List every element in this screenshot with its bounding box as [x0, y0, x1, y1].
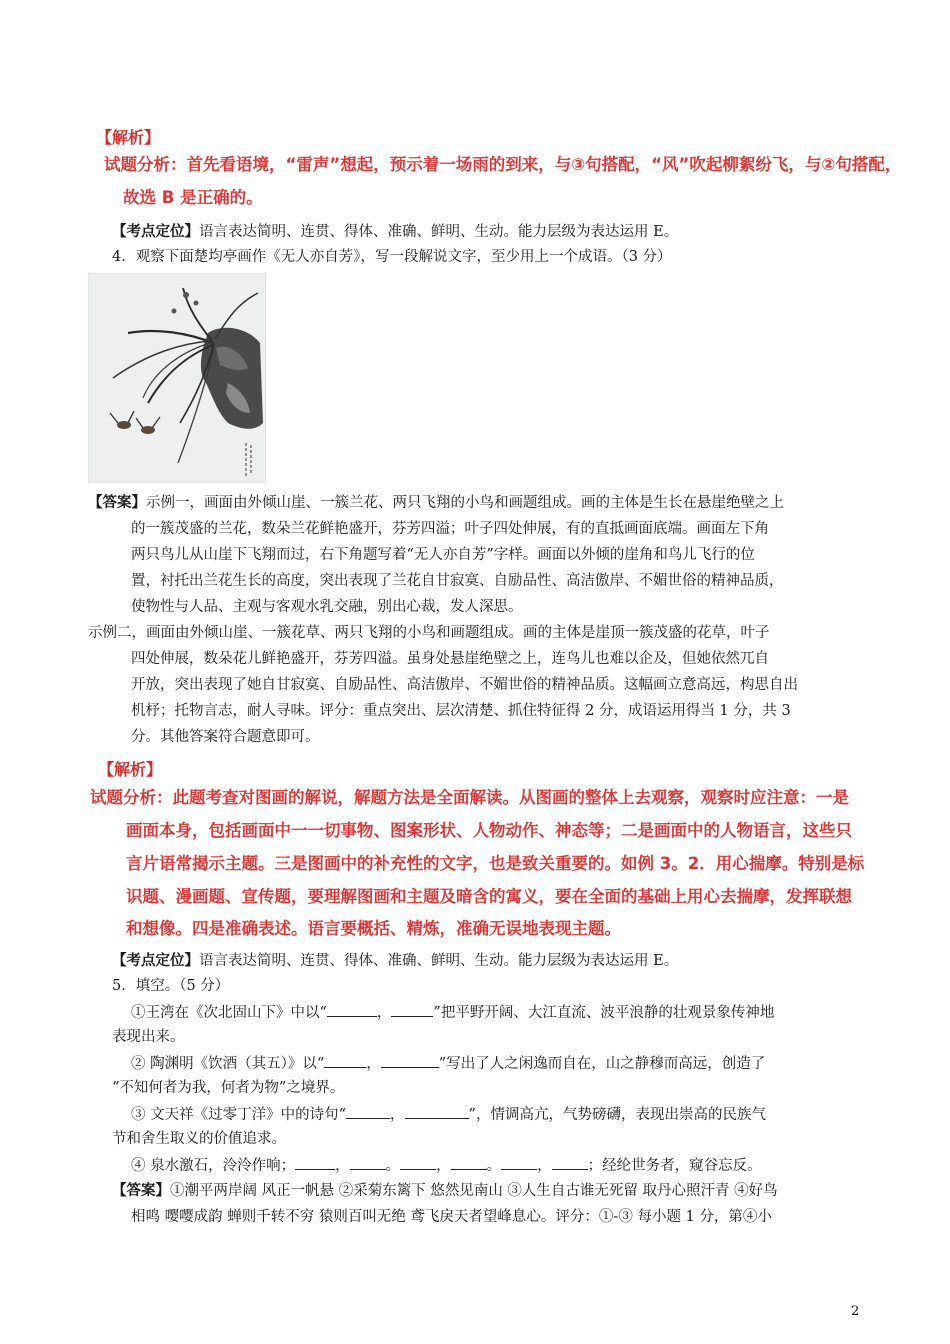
- question-5-item-4: [131, 1155, 762, 1176]
- key-point-text-2: 语言表达简明、连贯、得体、准确、鲜明、生动。能力层级为表达运用 E。: [199, 953, 679, 969]
- item-4-prefix: ④ 泉水激石，泠泠作响；: [131, 1158, 296, 1174]
- blank-4e[interactable]: [501, 1155, 537, 1170]
- answer-4-line-4: 置，衬托出兰花生长的高度，突出表现了兰花自甘寂寞、自励品性、高洁傲岸、不媚世俗的精神品质，: [131, 573, 784, 589]
- key-point-tag-1: 【考点定位】: [112, 223, 199, 240]
- blank-4f[interactable]: [552, 1155, 588, 1170]
- question-5-item-3-cont: 节和舍生取义的价值追求。: [112, 1131, 286, 1147]
- question-5-item-3: [131, 1104, 766, 1125]
- item-3-prefix: ③ 文天祥《过零丁洋》中的诗句“: [131, 1107, 347, 1123]
- answer-4-line-5: 使物性与人品、主观与客观水乳交融，别出心裁，发人深思。: [131, 599, 523, 615]
- answer-4-example2-line-5: 分。其他答案符合题意即可。: [131, 729, 320, 745]
- comma: ，: [376, 1005, 392, 1021]
- key-point-2: [112, 951, 678, 971]
- blank-4c[interactable]: [400, 1155, 436, 1170]
- period: 。: [385, 1158, 401, 1174]
- analysis-1-line-2: 故选 B 是正确的。: [123, 188, 263, 207]
- blank-3a[interactable]: [346, 1104, 390, 1119]
- period: 。: [486, 1158, 502, 1174]
- comma: ，: [366, 1056, 381, 1072]
- blank-1a[interactable]: [327, 1002, 377, 1017]
- blank-4b[interactable]: [350, 1155, 386, 1170]
- answer-4-example2-line-3: 开放，突出表现了她自甘寂寞、自励品性、高洁傲岸、不媚世俗的精神品质。这幅画立意高远，构思自出: [131, 677, 798, 693]
- analysis-2-line-3: 言片语常揭示主题。三是图画中的补充性的文字，也是致关重要的。如例 3。2．用心揣摩。特别是标: [126, 854, 865, 873]
- item-3-suffix: ”，情调高亢，气势磅礴，表现出崇高的民族气: [468, 1107, 766, 1123]
- comma: ，: [390, 1107, 405, 1123]
- analysis-2-line-4: 识题、漫画题、宣传题，要理解图画和主题及暗含的寓义，要在全面的基础上用心去揣摩，发挥联想: [126, 887, 852, 906]
- key-point-text-1: 语言表达简明、连贯、得体、准确、鲜明、生动。能力层级为表达运用 E。: [199, 224, 679, 240]
- item-2-prefix: ② 陶渊明《饮酒（其五）》以“: [131, 1056, 325, 1072]
- answer-4-example2-line-2: 四处伸展，数朵花儿鲜艳盛开，芬芳四溢。虽身处悬崖绝壁之上，连鸟儿也难以企及，但她依然兀自: [131, 651, 769, 667]
- comma: ，: [335, 1158, 350, 1174]
- blank-4a[interactable]: [295, 1155, 335, 1170]
- question-4-title: 4．观察下面楚均亭画作《无人亦自芳》，写一段解说文字，至少用上一个成语。（3 分）: [112, 249, 672, 265]
- comma: ，: [436, 1158, 451, 1174]
- question-5-item-1: [131, 1002, 774, 1023]
- analysis-tag-1: 【解析】: [96, 128, 161, 147]
- analysis-2-line-5: 和想像。四是准确表述。语言要概括、精炼，准确无误地表现主题。: [126, 919, 621, 938]
- blank-1b[interactable]: [391, 1002, 433, 1017]
- answer-4-line-2: 的一簇茂盛的兰花，数朵兰花鲜艳盛开，芬芳四溢；叶子四处伸展，有的直抵画面底端。画面左下角: [131, 521, 769, 537]
- answer-tag-4: 【答案】: [88, 494, 146, 511]
- item-1-suffix: ”把平野开阔、大江直流、波平浪静的壮观景象传神地: [433, 1005, 775, 1021]
- analysis-2-line-2: 画面本身，包括画面中一一切事物、图案形状、人物动作、神态等；二是画面中的人物语言，这些只: [126, 821, 852, 840]
- answer-4-line-3: 两只鸟儿从山崖下飞翔而过，右下角题写着“无人亦自芳”字样。画面以外倾的崖角和鸟儿飞行的位: [131, 547, 755, 563]
- answer-5-line-1: [112, 1181, 778, 1201]
- page-number: 2: [851, 1304, 860, 1319]
- comma: ，: [537, 1158, 552, 1174]
- question-5-item-2-cont: “不知何者为我，何者为物”之境界。: [112, 1080, 345, 1096]
- answer-4-text-1: 示例一，画面由外倾山崖、一簇兰花、两只飞翔的小鸟和画题组成。画的主体是生长在悬崖绝壁之上: [146, 495, 784, 511]
- key-point-tag-2: 【考点定位】: [112, 952, 199, 969]
- blank-4d[interactable]: [451, 1155, 487, 1170]
- answer-4-example2-line-4: 机杼；托物言志，耐人寻味。评分：重点突出、层次清楚、抓住特征得 2 分，成语运用得当 1 分，共 3: [131, 703, 791, 719]
- answer-4-example2-line-1: 示例二，画面由外倾山崖、一簇花草、两只飞翔的小鸟和画题组成。画的主体是崖顶一簇茂盛的花草，叶子: [88, 625, 770, 641]
- question-5-item-1-cont: 表现出来。: [112, 1029, 185, 1045]
- answer-tag-5: 【答案】: [112, 1182, 170, 1199]
- answer-4-line-1: [88, 493, 784, 513]
- question-5-title: 5．填空。（5 分）: [112, 978, 230, 994]
- blank-2b[interactable]: [381, 1053, 439, 1068]
- blank-3b[interactable]: [405, 1104, 469, 1119]
- item-4-suffix: ；经纶世务者，窥谷忘反。: [587, 1158, 762, 1174]
- analysis-1-line-1: 试题分析：首先看语境，“雷声”想起，预示着一场雨的到来，与③句搭配，“风”吹起柳絮纷飞，与②句搭配，: [104, 155, 902, 174]
- answer-5-line-2: 相鸣 嘤嘤成韵 蝉则千转不穷 猿则百叫无绝 鸢飞戾天者望峰息心。评分：①-③ 每小题 1 分，第④小: [131, 1209, 772, 1225]
- analysis-2-line-1: 试题分析：此题考查对图画的解说，解题方法是全面解读。从图画的整体上去观察，观察时应注意：一是: [90, 788, 849, 807]
- answer-5-text-1: ①潮平两岸阔 风正一帆悬 ②采菊东篱下 悠然见南山 ③人生自古谁无死留 取丹心照汗青 ④好鸟: [170, 1183, 778, 1199]
- orchid-painting-image: [88, 273, 266, 483]
- blank-2a[interactable]: [324, 1053, 366, 1068]
- key-point-1: [112, 222, 678, 242]
- analysis-tag-2: 【解析】: [98, 760, 163, 779]
- item-1-prefix: ①王湾在《次北固山下》中以“: [131, 1005, 327, 1021]
- item-2-suffix: ”写出了人之闲逸而自在，山之静穆而高远，创造了: [438, 1056, 766, 1072]
- question-5-item-2: [131, 1053, 765, 1074]
